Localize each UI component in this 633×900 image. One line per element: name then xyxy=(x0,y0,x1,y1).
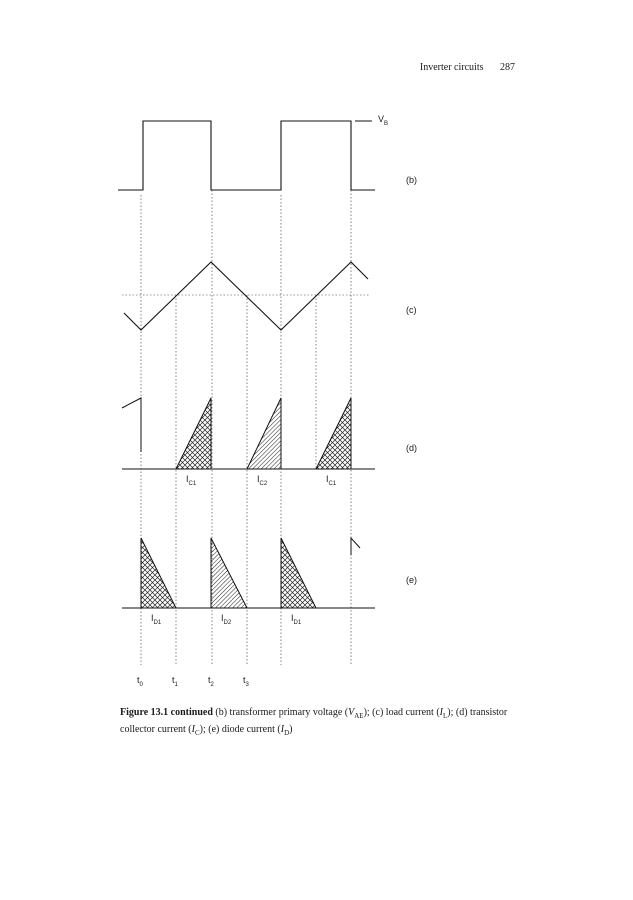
collector-label-base: I xyxy=(257,474,260,484)
time-label xyxy=(208,675,214,688)
diode-label-base: I xyxy=(291,613,294,623)
diode-pulse-1 xyxy=(141,538,176,608)
caption-symbol: I xyxy=(439,707,443,718)
diode-final-stub xyxy=(351,538,360,555)
caption-symbol: V xyxy=(348,707,355,718)
collector-label xyxy=(326,474,336,487)
caption-subscript: D xyxy=(284,729,290,737)
time-label-base: t xyxy=(243,675,246,685)
caption-subscript: AE xyxy=(354,712,364,720)
running-title: Inverter circuits xyxy=(419,62,484,73)
caption-text: ); (d) transistor collector current ( xyxy=(120,707,508,735)
page-number: 287 xyxy=(500,62,515,73)
caption-text: ) xyxy=(289,724,293,735)
collector-label-base: I xyxy=(326,474,329,484)
caption-subscript: L xyxy=(443,712,448,720)
caption-text: ); (e) diode current ( xyxy=(199,724,281,735)
diode-label-sub: D1 xyxy=(293,620,302,626)
collector-label-sub: C1 xyxy=(328,481,337,487)
collector-label-sub: C1 xyxy=(188,481,197,487)
time-label xyxy=(243,675,249,688)
caption-text: (b) transformer primary voltage ( xyxy=(212,707,349,718)
voltage-square-wave xyxy=(118,121,375,190)
panel-label-d: (d) xyxy=(406,443,417,453)
collector-pulse-2 xyxy=(247,398,281,469)
time-marker-lines xyxy=(141,190,351,665)
caption-symbol: I xyxy=(191,724,195,735)
collector-label xyxy=(257,474,267,487)
caption-subscript: C xyxy=(194,729,200,737)
diode-label xyxy=(221,613,231,626)
diode-label xyxy=(291,613,301,626)
supply-voltage-base: V xyxy=(378,114,385,124)
time-label-base: t xyxy=(208,675,211,685)
caption-text: ); (c) load current ( xyxy=(363,707,440,718)
time-label-base: t xyxy=(137,675,140,685)
diode-label-sub: D2 xyxy=(223,620,232,626)
panel-label-b: (b) xyxy=(406,175,417,185)
time-label xyxy=(137,675,143,688)
load-current-wave xyxy=(124,262,368,330)
panel-label-e: (e) xyxy=(406,575,417,585)
diode-label xyxy=(151,613,161,626)
time-label-sub: 3 xyxy=(245,682,249,688)
collector-label-sub: C2 xyxy=(259,481,268,487)
time-label-sub: 0 xyxy=(139,682,143,688)
caption-symbol: I xyxy=(280,724,285,735)
time-label-sub: 1 xyxy=(174,682,178,688)
collector-pulse-3 xyxy=(316,398,351,469)
diode-pulse-3 xyxy=(281,538,316,608)
diode-label-sub: D1 xyxy=(153,620,162,626)
diode-label-base: I xyxy=(221,613,224,623)
time-label-base: t xyxy=(172,675,175,685)
time-label-sub: 2 xyxy=(210,682,214,688)
time-label xyxy=(172,675,178,688)
supply-voltage-sub: B xyxy=(384,121,389,127)
collector-label xyxy=(186,474,196,487)
panel-label-c: (c) xyxy=(406,305,417,315)
collector-initial-stub xyxy=(122,398,141,452)
diode-label-base: I xyxy=(151,613,154,623)
figure-caption xyxy=(120,706,520,740)
collector-label-base: I xyxy=(186,474,189,484)
supply-voltage-label xyxy=(378,114,388,127)
caption-lead: Figure 13.1 continued xyxy=(120,707,213,718)
collector-pulse-1 xyxy=(176,398,211,469)
diode-pulse-2 xyxy=(211,538,247,608)
